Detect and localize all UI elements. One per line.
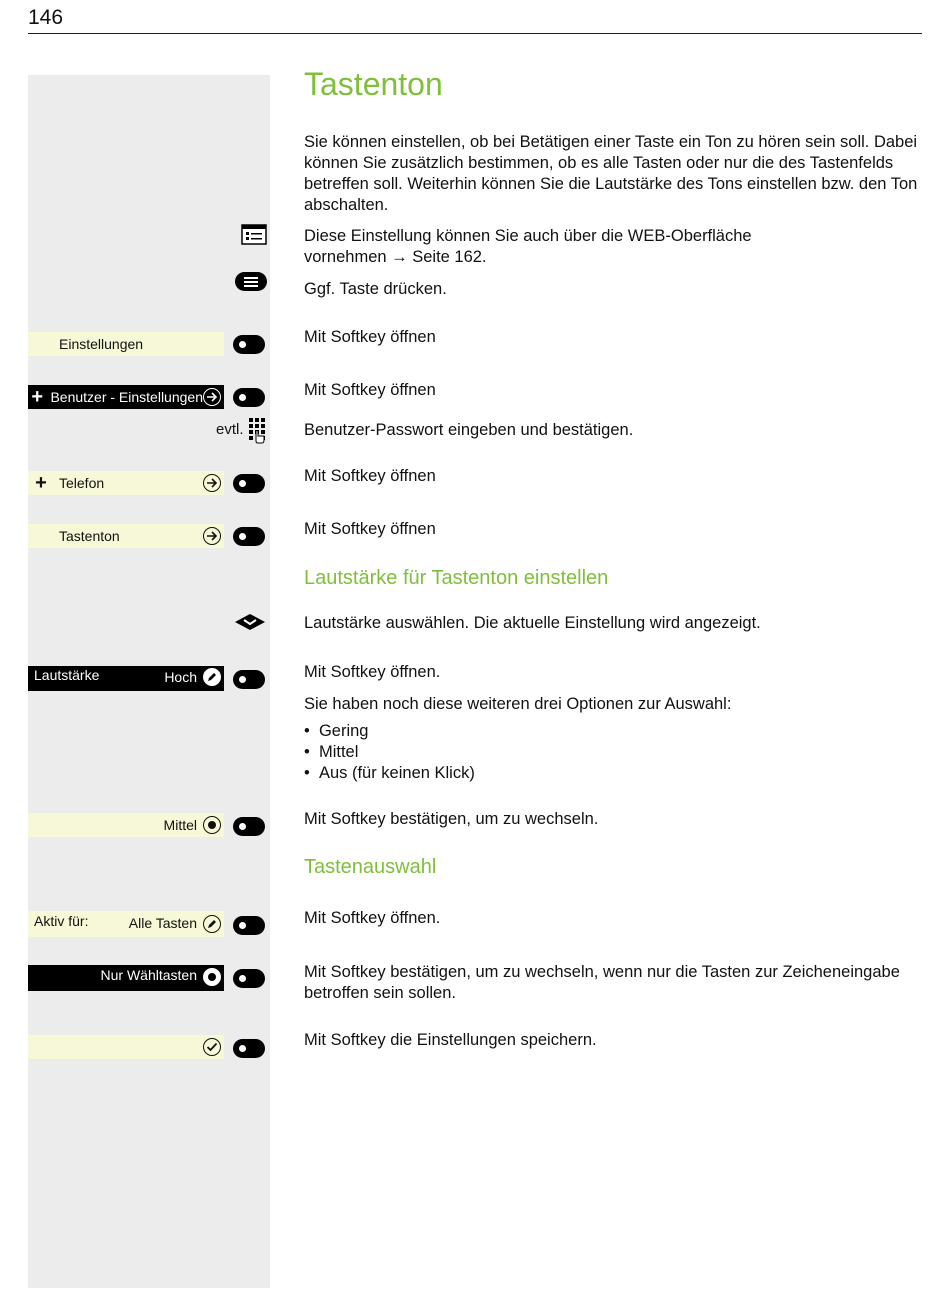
display-einstellungen-label: Einstellungen <box>59 336 144 352</box>
display-aktiv-fuer[interactable] <box>28 911 224 937</box>
step-passwort: Benutzer-Passwort eingeben und bestätigen. <box>304 421 634 439</box>
softkey-button[interactable] <box>233 817 265 836</box>
softkey-button[interactable] <box>233 335 265 354</box>
page-number: 146 <box>28 6 64 29</box>
arrow-right-icon <box>203 388 221 406</box>
edit-icon <box>203 915 221 933</box>
display-lautstaerke-value: Hoch <box>164 669 197 685</box>
option-list-item: • Aus (für keinen Klick) <box>304 764 475 782</box>
intro-text: Sie können einstellen, ob bei Betätigen einer Taste ein Ton zu hören sein soll. Dabei können Sie zusätzlich bestimmen, ob es alle Tasten oder nur die des Tastenfelds betreffen soll. Weiterhin können Sie die Lautstärke des Tons einstellen bzw. den Ton abschalten. <box>304 133 918 214</box>
display-benutzer-label: Benutzer - Einstellungen <box>50 389 203 405</box>
softkey-button[interactable] <box>233 969 265 988</box>
navigator-up-down-icon[interactable] <box>234 613 266 631</box>
softkey-button[interactable] <box>233 388 265 407</box>
display-aktiv-label: Aktiv für: <box>34 913 89 929</box>
softkey-button[interactable] <box>233 1039 265 1058</box>
display-nur-waehltasten[interactable] <box>28 965 224 991</box>
web-note-line1: Diese Einstellung können Sie auch über die WEB-Oberfläche <box>304 227 752 245</box>
step-lautstaerke-auswaehlen: Lautstärke auswählen. Die aktuelle Einstellung wird angezeigt. <box>304 614 761 632</box>
step-taste-druecken: Ggf. Taste drücken. <box>304 280 447 298</box>
arrow-right-icon <box>203 527 221 545</box>
plus-icon: + <box>31 386 44 408</box>
step-speichern: Mit Softkey die Einstellungen speichern. <box>304 1031 597 1049</box>
step-nur-zeichen: Mit Softkey bestätigen, um zu wechseln, wenn nur die Tasten zur Zeicheneingabe betroffen sein sollen. <box>304 963 900 1002</box>
edit-icon <box>203 668 221 686</box>
display-mittel-label: Mittel <box>163 817 197 833</box>
option-aus: Aus (für keinen Klick) <box>318 764 475 782</box>
web-interface-icon <box>241 224 267 245</box>
options-intro: Sie haben noch diese weiteren drei Optionen zur Auswahl: <box>304 695 732 713</box>
display-tastenton[interactable] <box>28 524 224 548</box>
softkey-button[interactable] <box>233 527 265 546</box>
step-softkey-oeffnen-1: Mit Softkey öffnen. <box>304 663 441 681</box>
option-list-item: • Gering <box>304 722 369 740</box>
step-softkey-1: Mit Softkey öffnen <box>304 328 436 346</box>
step-softkey-2: Mit Softkey öffnen <box>304 381 436 399</box>
display-speichern[interactable] <box>28 1035 224 1059</box>
display-einstellungen[interactable] <box>28 332 224 356</box>
display-lautstaerke-label: Lautstärke <box>34 667 100 683</box>
display-benutzer-einstellungen[interactable] <box>28 385 224 409</box>
option-mittel: Mittel <box>318 743 359 761</box>
plus-icon: + <box>35 472 47 494</box>
evtl-label: evtl. <box>216 421 244 438</box>
display-lautstaerke[interactable] <box>28 666 224 691</box>
display-telefon[interactable] <box>28 471 224 495</box>
softkey-button[interactable] <box>233 916 265 935</box>
header-rule <box>28 33 922 34</box>
step-softkey-oeffnen-2: Mit Softkey öffnen. <box>304 909 441 927</box>
keypad-icon <box>248 417 268 444</box>
checkmark-icon <box>203 1038 221 1056</box>
step-softkey-3: Mit Softkey öffnen <box>304 467 436 485</box>
display-telefon-label: Telefon <box>59 475 105 491</box>
arrow-right-icon <box>203 474 221 492</box>
display-mittel[interactable] <box>28 813 224 837</box>
page-title: Tastenton <box>304 66 443 102</box>
subheading-tastenauswahl: Tastenauswahl <box>304 856 437 878</box>
step-softkey-4: Mit Softkey öffnen <box>304 520 436 538</box>
display-tastenton-label: Tastenton <box>59 528 120 544</box>
softkey-button[interactable] <box>233 474 265 493</box>
display-aktiv-value: Alle Tasten <box>128 915 197 931</box>
subheading-lautstaerke: Lautstärke für Tastenton einstellen <box>304 567 609 589</box>
menu-key-icon[interactable] <box>235 272 267 291</box>
radio-selected-icon <box>203 816 221 834</box>
step-bestaetigen-wechseln: Mit Softkey bestätigen, um zu wechseln. <box>304 810 599 828</box>
softkey-button[interactable] <box>233 670 265 689</box>
display-nur-waehltasten-label: Nur Wähltasten <box>100 967 197 983</box>
option-list-item: • Mittel <box>304 743 359 761</box>
web-note-line2: vornehmen → Seite 162. <box>304 248 487 266</box>
radio-selected-icon <box>203 968 221 986</box>
option-gering: Gering <box>318 722 369 740</box>
